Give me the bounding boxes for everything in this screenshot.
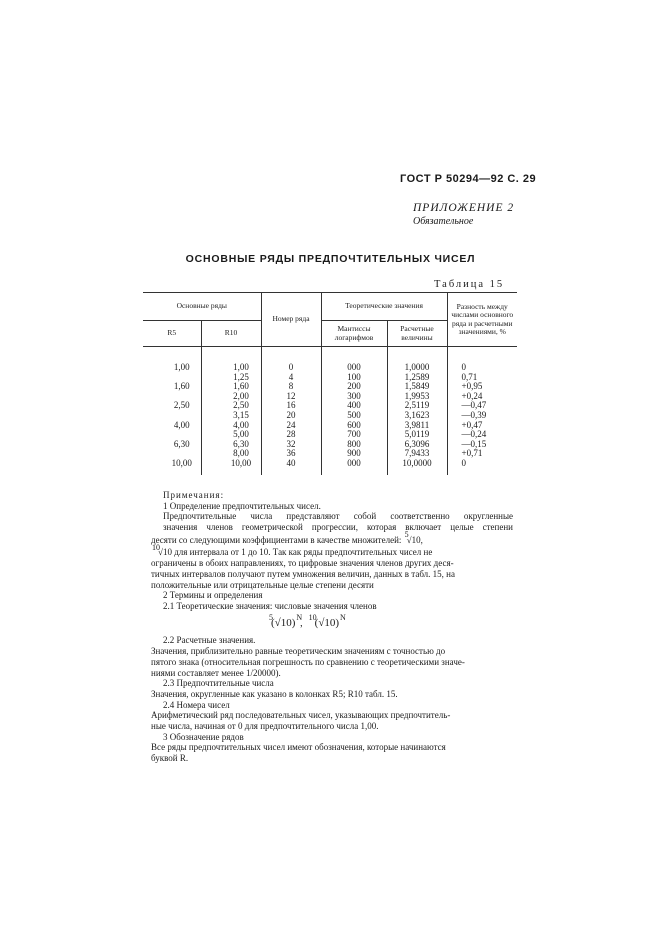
- header-r10: R10: [201, 321, 261, 347]
- table-cell-difference: +0,24: [461, 390, 483, 401]
- table-cell-mantissa: 300: [347, 390, 361, 401]
- header-calculated: Расчетные величины: [387, 321, 447, 347]
- header-mantissa: Мантиссы логарифмов: [321, 321, 387, 347]
- table-cell-r10: 1,60: [233, 381, 249, 392]
- table-cell-number: 16: [286, 400, 296, 411]
- note-text-line: Предпочтительные числа представляют собой соответственно округленные: [163, 511, 513, 522]
- note-2-4: 2.4 Номера чисел: [163, 699, 230, 710]
- table-cell-number: 0: [288, 362, 294, 372]
- root-index: 10: [152, 542, 160, 552]
- notes-section: [151, 490, 513, 764]
- root-expression: √10,: [406, 534, 423, 545]
- preferred-numbers-table: [143, 292, 517, 475]
- table-cell-difference: —0,24: [461, 429, 487, 440]
- formula-part: (√10): [271, 616, 296, 629]
- column-number: [266, 347, 317, 475]
- table-cell-number: 28: [286, 429, 296, 440]
- note-3: 3 Обозначение рядов: [163, 731, 244, 742]
- column-calculated: [392, 347, 443, 475]
- table-cell-difference: —0,39: [461, 409, 487, 420]
- formula-exponent: N: [296, 612, 303, 622]
- table-cell-number: 40: [286, 457, 296, 468]
- document-code: ГОСТ Р 50294—92 С. 29: [400, 173, 537, 185]
- table-cell-calculated: 7,9433: [404, 448, 430, 459]
- table-cell-r10: 1,00: [233, 362, 249, 372]
- notes-heading: Примечания:: [163, 490, 225, 500]
- note-2-2: 2.2 Расчетные значения.: [163, 635, 256, 646]
- table-cell-mantissa: 900: [347, 448, 361, 459]
- note-2-1: 2.1 Теоретические значения: числовые значения членов: [163, 601, 377, 612]
- table-cell-number: 8: [288, 381, 294, 392]
- table-cell-mantissa: 000: [347, 362, 361, 372]
- note-text-line: значения членов геометрической прогрессии, которая включает целые степени: [163, 522, 513, 533]
- table-cell-difference: 0,71: [461, 371, 478, 382]
- table-cell-r10: 5,00: [233, 429, 249, 440]
- table-cell-r5: 10,00: [171, 457, 192, 468]
- table-cell-mantissa: 100: [347, 371, 361, 382]
- note-text-line: пятого знака (относительная погрешность по сравнению с теоретическими значе-: [151, 656, 465, 667]
- table-cell-mantissa: 400: [347, 400, 361, 411]
- note-text-fragment: √10 для интервала от 1 до 10. Так как ряды предпочтительных чисел не: [158, 546, 433, 557]
- header-theoretical: Теоретические значения: [321, 293, 447, 321]
- table-cell-number: 4: [288, 371, 294, 382]
- table-cell-r10: 2,50: [233, 400, 249, 411]
- note-2-title: 2 Термины и определения: [163, 590, 263, 601]
- note-text-line: Все ряды предпочтительных чисел имеют обозначения, которые начинаются: [151, 742, 446, 753]
- appendix-status: Обязательное: [413, 216, 474, 227]
- table-cell-mantissa: 800: [347, 438, 361, 449]
- formula: $^5(√10)^N$, $^{10}(√10)^N$: [269, 612, 346, 629]
- table-cell-calculated: 1,2589: [404, 371, 430, 382]
- formula-exponent: N: [340, 612, 346, 622]
- note-text-line: тичных интервалов получают путем умножения величин, данных в табл. 15, на: [151, 568, 455, 579]
- note-text-line: ные числа, начиная от 0 для предпочтительного числа 1,00.: [151, 721, 379, 732]
- table-cell-difference: 0: [461, 457, 466, 468]
- table-cell-r10: 8,00: [233, 448, 249, 459]
- table-cell-calculated: 3,9811: [404, 419, 430, 430]
- table-cell-number: 12: [286, 390, 296, 401]
- note-1-title: 1 Определение предпочтительных чисел.: [163, 500, 321, 511]
- note-text-line: [151, 529, 513, 547]
- page-title: ОСНОВНЫЕ РЯДЫ ПРЕДПОЧТИТЕЛЬНЫХ ЧИСЕЛ: [185, 253, 476, 265]
- table-cell-calculated: 1,0000: [404, 362, 430, 372]
- column-r5: [167, 347, 197, 475]
- table-cell-difference: +0,95: [461, 381, 483, 392]
- table-cell-calculated: 6,3096: [404, 438, 430, 449]
- table-cell-calculated: 1,9953: [404, 390, 430, 401]
- table-cell-mantissa: 600: [347, 419, 361, 430]
- header-r5: R5: [143, 321, 201, 347]
- table-cell-calculated: 2,5119: [404, 400, 430, 411]
- table-cell-mantissa: 500: [347, 409, 361, 420]
- table-cell-r10: 10,00: [230, 457, 252, 468]
- formula-index: 10: [308, 612, 317, 622]
- table-cell-r10: 3,15: [233, 409, 249, 420]
- note-text-fragment: десяти со следующими коэффициентами в качестве множителей:: [151, 534, 402, 545]
- header-difference: Разность между числами основного ряда и расчетными значениями, %: [447, 293, 517, 347]
- note-text-line: Значения, приблизительно равные теоретическим значениям с точностью до: [151, 646, 446, 657]
- table-cell-number: 20: [286, 409, 296, 420]
- note-text-line: положительные или отрицательные целые степени десяти: [151, 579, 374, 590]
- table-cell-difference: 0: [461, 362, 466, 372]
- header-main-rows: Основные ряды: [143, 293, 261, 321]
- table-cell-calculated: 10,0000: [402, 457, 432, 468]
- table-cell-difference: —0,47: [461, 400, 487, 411]
- table-cell-r5: 6,30: [173, 438, 190, 449]
- note-text-line: буквой R.: [151, 753, 189, 764]
- table-caption: Таблица 15: [434, 279, 505, 290]
- note-2-3: 2.3 Предпочтительные числа: [163, 678, 274, 689]
- note-text-line: ограничены в обоих направлениях, то цифровые значения членов других деся-: [151, 558, 454, 569]
- note-text-line: ниями составляет менее 1/20000).: [151, 667, 281, 678]
- note-text-line: Значения, округленные как указано в колонках R5; R10 табл. 15.: [151, 688, 398, 699]
- note-text-line: Арифметический ряд последовательных чисел, указывающих предпочтитель-: [151, 710, 451, 721]
- table-cell-difference: +0,71: [461, 448, 483, 459]
- table-cell-number: 32: [286, 438, 296, 449]
- appendix-label: ПРИЛОЖЕНИЕ 2: [413, 202, 515, 214]
- table-cell-difference: —0,15: [461, 438, 487, 449]
- formula-part: (√10): [314, 616, 340, 629]
- table-cell-mantissa: 000: [347, 457, 361, 468]
- table-cell-calculated: 1,5849: [404, 381, 430, 392]
- table-cell-r5: 1,60: [173, 381, 190, 392]
- table-cell-r10: 2,00: [233, 390, 249, 401]
- table-cell-r5: 4,00: [173, 419, 190, 430]
- column-mantissa: [326, 347, 383, 475]
- table-cell-r5: 1,00: [173, 362, 190, 372]
- table-cell-r10: 1,25: [233, 371, 249, 382]
- table-cell-mantissa: 700: [347, 429, 361, 440]
- formula-index: 5: [269, 612, 273, 622]
- table-cell-r10: 6,30: [233, 438, 249, 449]
- note-text-line: [151, 542, 513, 559]
- table-cell-difference: +0,47: [461, 419, 483, 430]
- table-cell-r10: 4,00: [233, 419, 249, 430]
- table-cell-mantissa: 200: [347, 381, 361, 392]
- table-cell-r5: 2,50: [173, 400, 190, 411]
- column-difference: [462, 347, 514, 475]
- root-index: 5: [404, 529, 409, 539]
- header-number: Номер ряда: [261, 293, 321, 347]
- table-cell-calculated: 5,0119: [404, 429, 430, 440]
- table-cell-number: 36: [286, 448, 296, 459]
- column-r10: [226, 347, 257, 475]
- table-cell-calculated: 3,1623: [404, 409, 430, 420]
- table-cell-number: 24: [286, 419, 296, 430]
